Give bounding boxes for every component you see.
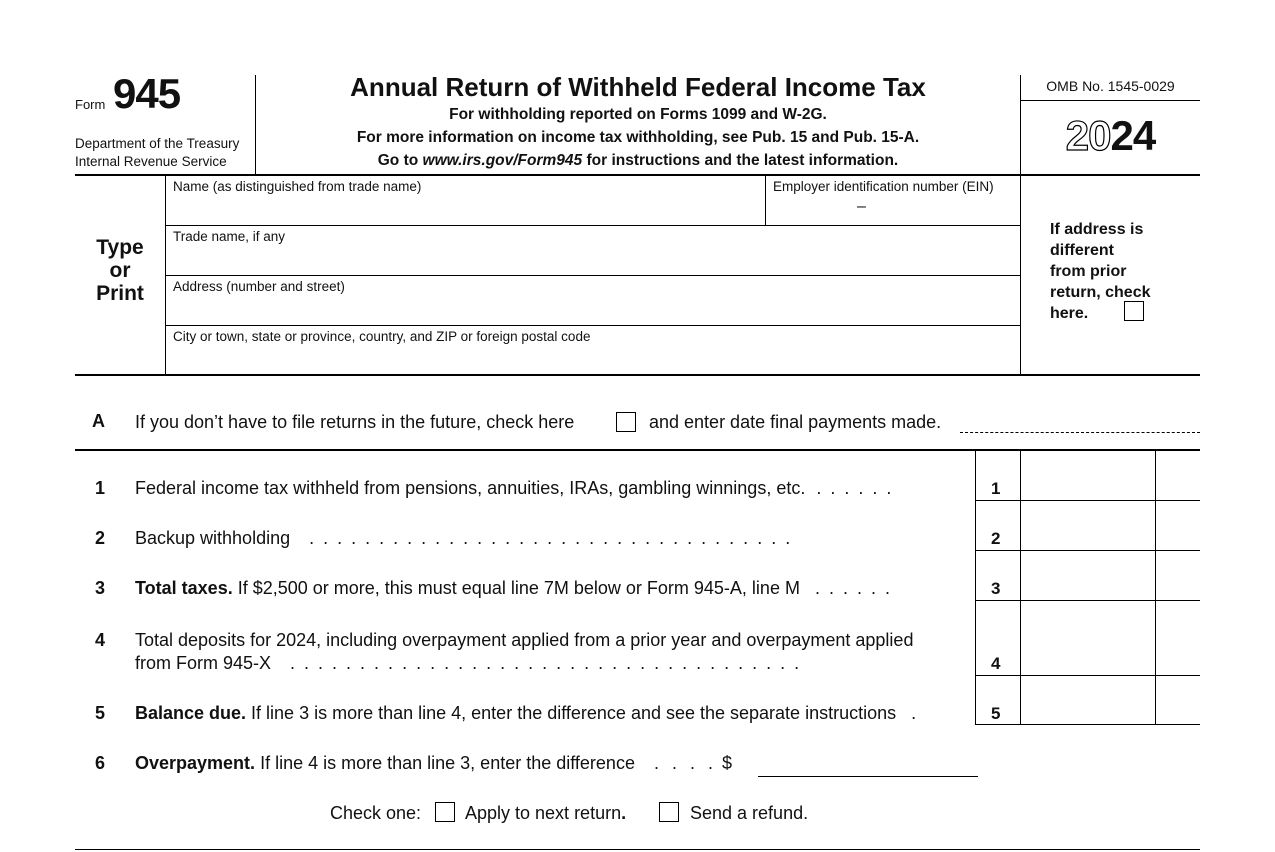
- subtitle-3: Go to www.irs.gov/Form945 for instructions and the latest information.: [377, 152, 899, 169]
- line-2-amount-field[interactable]: [1023, 520, 1155, 548]
- line-5-box-number: 5: [991, 704, 1001, 723]
- line-a-text: If you don’t have to file returns in the future, check here: [135, 412, 575, 432]
- line-5-text: Balance due. If line 3 is more than line 4, enter the difference and see the separate instructions .: [135, 703, 917, 723]
- city-label: City or town, state or province, country, and ZIP or foreign postal code: [173, 329, 591, 344]
- line-2-text: Backup withholding . . . . . . . . . . . . . . . . . . . . . . . . . . . . . . . . . . .: [135, 528, 793, 548]
- check-one-label: Check one:: [330, 803, 422, 823]
- final-return-checkbox[interactable]: [616, 412, 636, 432]
- name-label: Name (as distinguished from trade name): [173, 179, 422, 194]
- line-a-letter: A: [92, 411, 105, 431]
- line-5-amount-field[interactable]: [1023, 695, 1155, 723]
- line-3-box-number: 3: [991, 579, 1001, 598]
- address-change-label: If address is different from prior return, check here.: [1050, 221, 1151, 322]
- ein-field[interactable]: [770, 198, 1019, 224]
- line-3-text: Total taxes. If $2,500 or more, this must equal line 7M below or Form 945-A, line M . . . . . .: [135, 578, 892, 598]
- omb-number: OMB No. 1545-0029: [1046, 78, 1175, 94]
- irs-line: Internal Revenue Service: [75, 154, 227, 169]
- line-a-text-2: and enter date final payments made.: [649, 412, 942, 432]
- line-4-number: 4: [95, 630, 106, 650]
- subtitle-1: For withholding reported on Forms 1099 and W-2G.: [449, 106, 827, 123]
- address-field[interactable]: [170, 298, 1019, 324]
- ein-label: Employer identification number (EIN): [773, 179, 994, 194]
- form-number: 945: [113, 70, 181, 117]
- department-line: Department of the Treasury: [75, 136, 240, 151]
- name-field[interactable]: [170, 198, 764, 224]
- line-1-number: 1: [95, 478, 106, 498]
- trade-name-field[interactable]: [170, 248, 1019, 274]
- line-4-text-2: from Form 945-X . . . . . . . . . . . . . . . . . . . . . . . . . . . . . . . . . . . . .: [135, 653, 802, 673]
- instructions-link[interactable]: www.irs.gov/Form945: [422, 152, 583, 169]
- tax-year: 2024: [1065, 112, 1156, 159]
- apply-next-return-label: Apply to next return.: [465, 803, 627, 823]
- line-4-box-number: 4: [991, 654, 1001, 673]
- final-payment-date-field[interactable]: [960, 432, 1200, 433]
- form-label: Form: [75, 97, 106, 112]
- line-1-text: Federal income tax withheld from pensions, annuities, IRAs, gambling winnings, etc. . . . . . .: [135, 478, 894, 498]
- apply-next-return-checkbox[interactable]: [435, 802, 455, 822]
- form-title: Annual Return of Withheld Federal Income Tax: [350, 72, 926, 102]
- line-1-box-number: 1: [991, 479, 1001, 498]
- overpayment-amount-field[interactable]: [758, 750, 978, 777]
- line-2-number: 2: [95, 528, 106, 548]
- line-4-text: Total deposits for 2024, including overpayment applied from a prior year and overpayment applied: [135, 630, 914, 650]
- address-label: Address (number and street): [173, 279, 345, 294]
- subtitle-2: For more information on income tax withholding, see Pub. 15 and Pub. 15-A.: [356, 129, 920, 146]
- line-5-number: 5: [95, 703, 106, 723]
- send-refund-label: Send a refund.: [690, 803, 809, 823]
- city-field[interactable]: [170, 348, 1019, 374]
- line-1-amount-field[interactable]: [1023, 470, 1155, 498]
- line-3-number: 3: [95, 578, 106, 598]
- type-or-print-label: Type or Print: [96, 236, 144, 305]
- line-6-text: Overpayment. If line 4 is more than line 3, enter the difference . . . . $: [135, 753, 733, 773]
- line-2-box-number: 2: [991, 529, 1001, 548]
- line-3-amount-field[interactable]: [1023, 570, 1155, 598]
- line-4-amount-field[interactable]: [1023, 645, 1155, 673]
- address-change-checkbox[interactable]: [1124, 301, 1144, 321]
- trade-name-label: Trade name, if any: [173, 229, 286, 244]
- send-refund-checkbox[interactable]: [659, 802, 679, 822]
- line-6-number: 6: [95, 753, 106, 773]
- ein-separator: –: [857, 198, 866, 215]
